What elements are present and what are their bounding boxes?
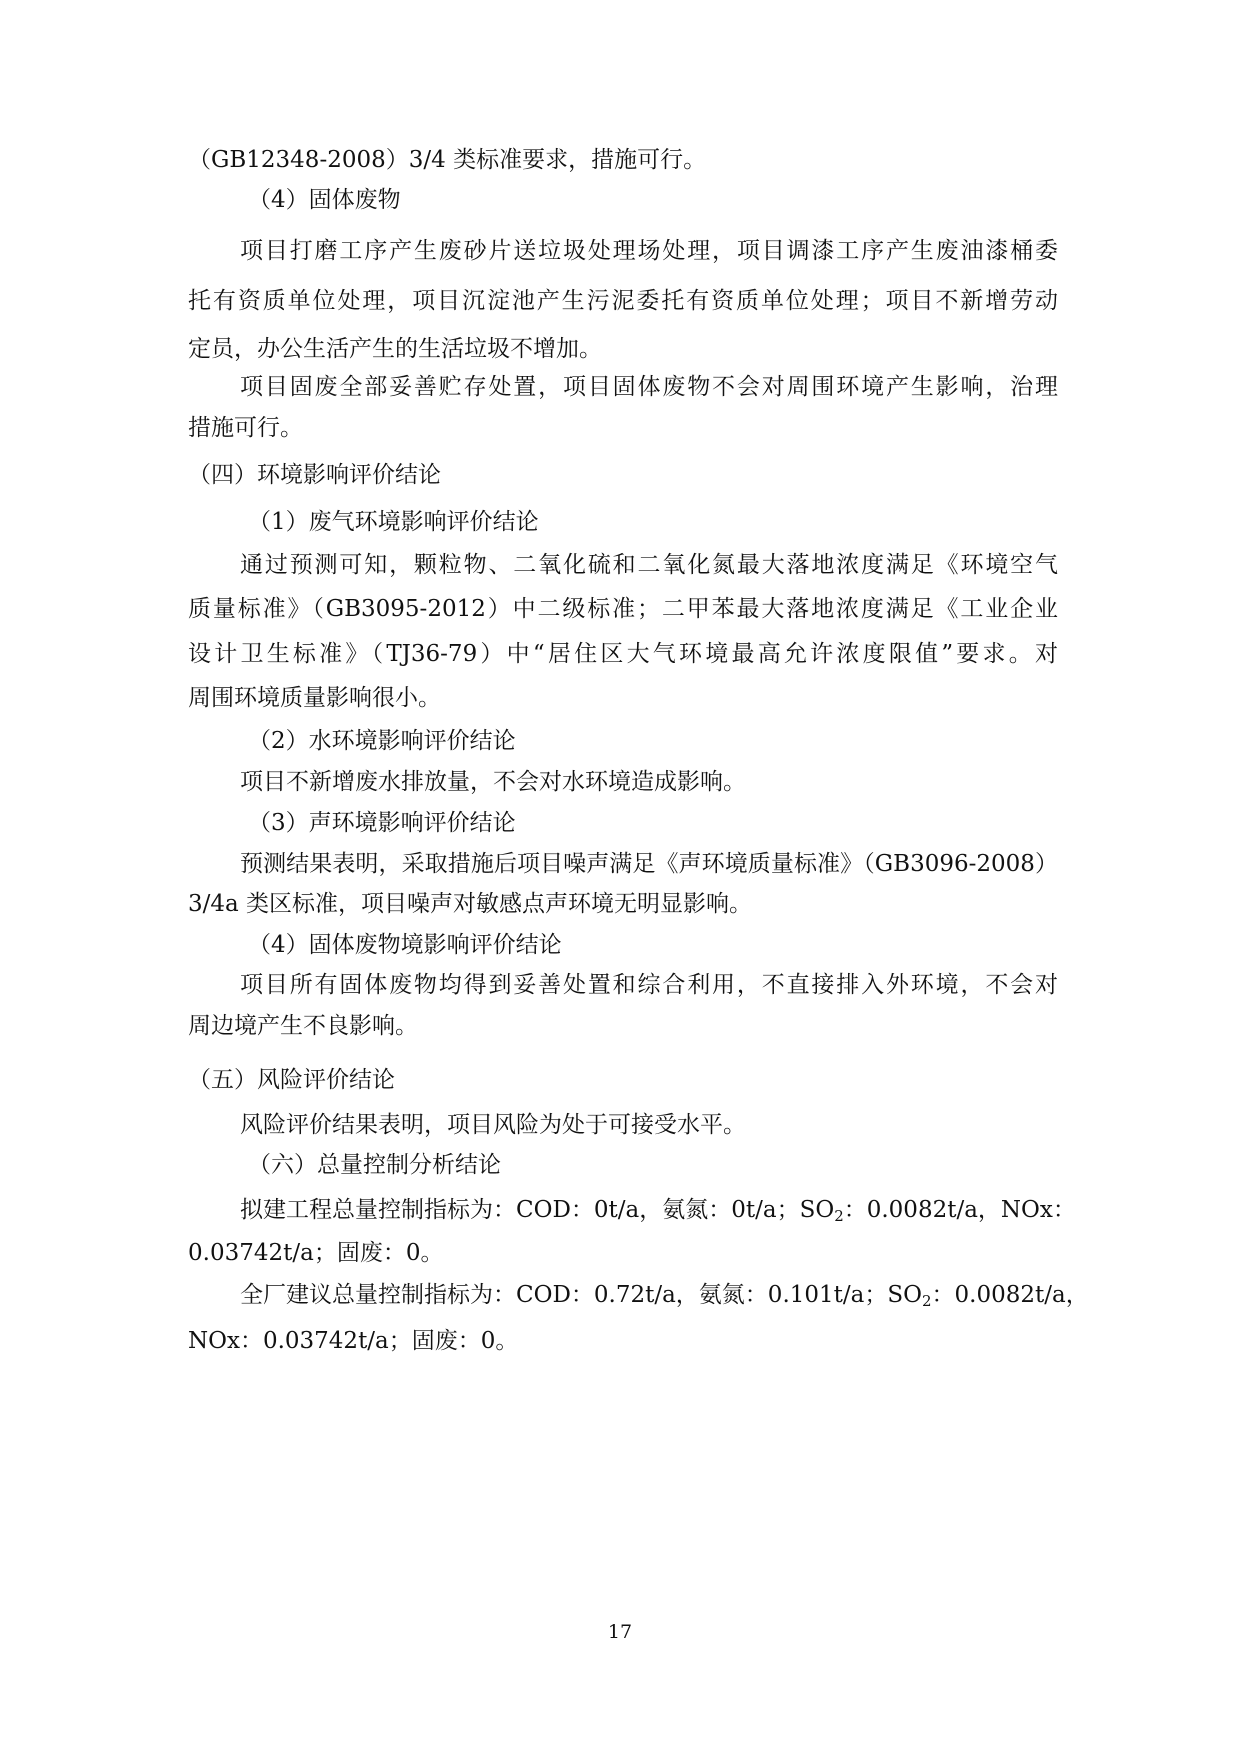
text-run: ：0.0082t/a，NOx： [843,1197,1076,1223]
paragraph-line: 定员，办公生活产生的生活垃圾不增加。 [188,336,602,362]
paragraph-line: 周边境产生不良影响。 [188,1013,418,1039]
paragraph-line: 项目不新增废水排放量，不会对水环境造成影响。 [240,769,746,795]
paragraph-line: 风险评价结果表明，项目风险为处于可接受水平。 [240,1112,746,1138]
paragraph-line: 措施可行。 [188,415,303,441]
subsection-heading: （3）声环境影响评价结论 [248,810,516,836]
paragraph-line: 通过预测可知，颗粒物、二氧化硫和二氧化氮最大落地浓度满足《环境空气 [240,552,1058,578]
paragraph-line: 周围环境质量影响很小。 [188,685,441,711]
text-run: ：0.0082t/a， [931,1282,1089,1308]
paragraph-line: （GB12348-2008）3/4 类标准要求，措施可行。 [188,147,707,173]
subsection-heading: （2）水环境影响评价结论 [248,728,516,754]
subscript: 2 [834,1207,844,1225]
page-number: 17 [607,1621,633,1643]
paragraph-line: 项目所有固体废物均得到妥善处置和综合利用，不直接排入外环境，不会对 [240,972,1058,998]
paragraph-line: 3/4a 类区标准，项目噪声对敏感点声环境无明显影响。 [188,891,753,917]
subsection-heading: （4）固体废物境影响评价结论 [248,932,562,958]
paragraph-line: 项目打磨工序产生废砂片送垃圾处理场处理，项目调漆工序产生废油漆桶委 [240,238,1058,264]
text-run: 拟建工程总量控制指标为：COD：0t/a，氨氮：0t/a；SO [240,1197,835,1223]
paragraph-line [240,1280,1089,1310]
paragraph-line: 设计卫生标准》（TJ36-79）中“居住区大气环境最高允许浓度限值”要求。对 [188,641,1058,667]
subsection-heading: （1）废气环境影响评价结论 [248,509,539,535]
paragraph-line [240,1195,1076,1225]
paragraph-line: 0.03742t/a；固废：0。 [188,1240,444,1266]
section-heading: （六）总量控制分析结论 [248,1152,501,1178]
section-heading: （四）环境影响评价结论 [188,462,441,488]
paragraph-line: 预测结果表明，采取措施后项目噪声满足《声环境质量标准》（GB3096-2008） [240,851,1058,877]
paragraph-line: 项目固废全部妥善贮存处置，项目固体废物不会对周围环境产生影响，治理 [240,374,1058,400]
paragraph-line: 托有资质单位处理，项目沉淀池产生污泥委托有资质单位处理；项目不新增劳动 [188,288,1058,314]
paragraph-line: 质量标准》（GB3095-2012）中二级标准；二甲苯最大落地浓度满足《工业企业 [188,596,1058,622]
paragraph-line: NOx：0.03742t/a；固废：0。 [188,1328,519,1354]
text-run: 全厂建议总量控制指标为：COD：0.72t/a，氨氮：0.101t/a；SO [240,1282,922,1308]
subscript: 2 [921,1292,932,1310]
section-heading: （五）风险评价结论 [188,1067,395,1093]
subsection-heading: （4）固体废物 [248,187,401,213]
